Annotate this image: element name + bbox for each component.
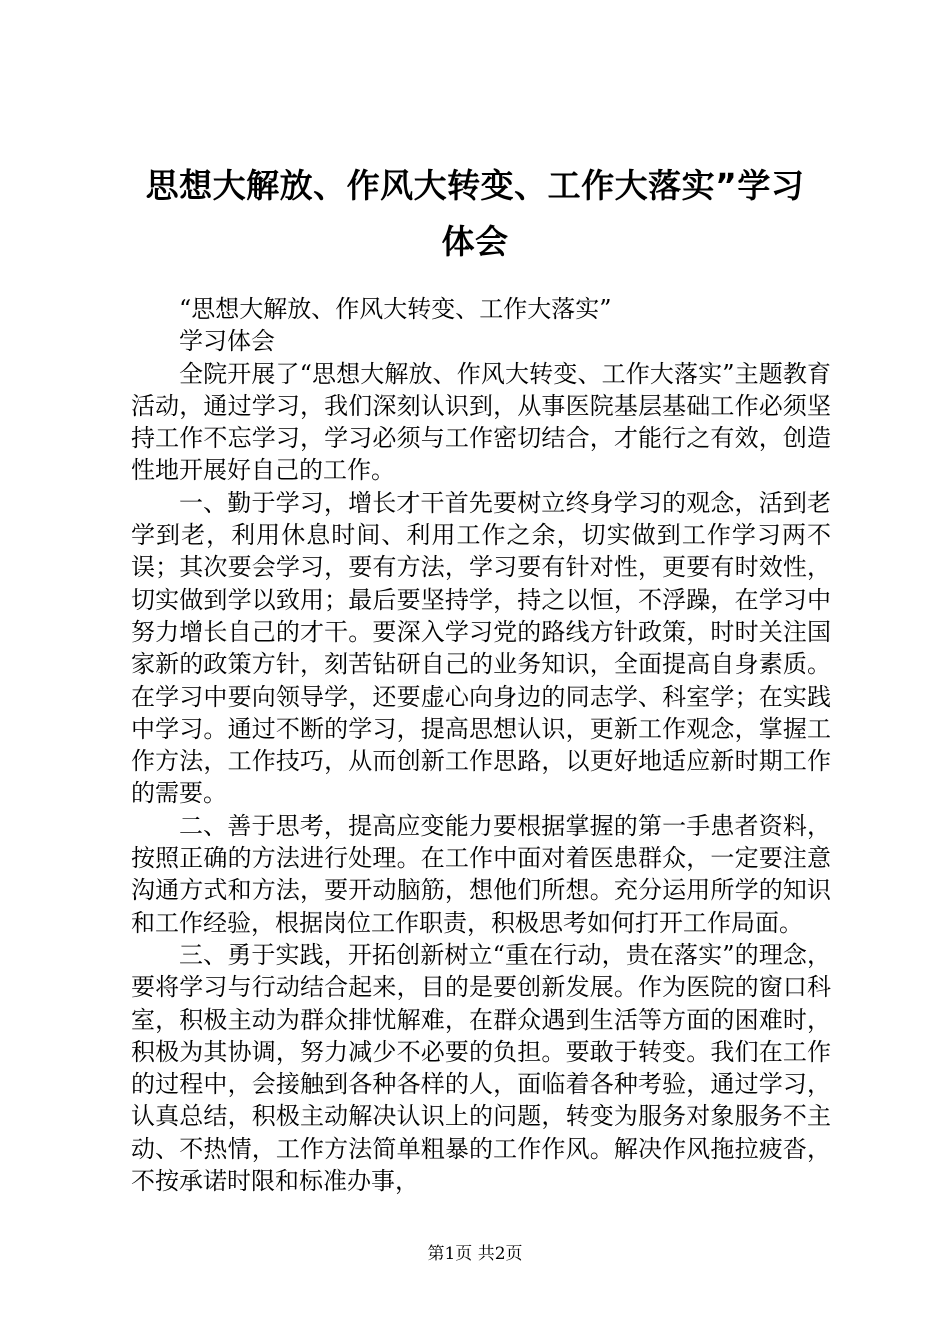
title-line-2: 体会 [441, 222, 509, 261]
paragraph-intro: 全院开展了“思想大解放、作风大转变、工作大落实”主题教育活动，通过学习，我们深刻认识到，从事医院基层基础工作必须坚持工作不忘学习，学习必须与工作密切结合，才能行之有效，创造性地开展好自己的工作。 [131, 359, 831, 485]
subtitle-line-1: “思想大解放、作风大转变、工作大落实” [179, 295, 612, 323]
paragraph-section-2: 二、善于思考，提高应变能力要根据掌握的第一手患者资料，按照正确的方法进行处理。在工作中面对着医患群众，一定要注意沟通方式和方法，要开动脑筋，想他们所想。充分运用所学的知识和工作经验，根据岗位工作职责，积极思考如何打开工作局面。 [131, 811, 831, 937]
document-body [131, 293, 831, 1197]
subtitle-line-2: 学习体会 [179, 327, 275, 356]
document-title [120, 158, 830, 270]
paragraph-section-1: 一、勤于学习，增长才干首先要树立终身学习的观念，活到老学到老，利用休息时间、利用工作之余，切实做到工作学习两不误；其次要会学习，要有方法，学习要有针对性，更要有时效性，切实做到学以致用；最后要坚持学，持之以恒，不浮躁，在学习中努力增长自己的才干。要深入学习党的路线方针政策，时时关注国家新的政策方针，刻苦钻研自己的业务知识，全面提高自身素质。在学习中要向领导学，还要虚心向身边的同志学、科室学；在实践中学习。通过不断的学习，提高思想认识，更新工作观念，掌握工作方法，工作技巧，从而创新工作思路，以更好地适应新时期工作的需要。 [131, 488, 831, 808]
paragraph-section-3: 三、勇于实践，开拓创新树立“重在行动，贵在落实”的理念，要将学习与行动结合起来，目的是要创新发展。作为医院的窗口科室，积极主动为群众排忧解难，在群众遇到生活等方面的困难时，积极为其协调，努力减少不必要的负担。要敢于转变。我们在工作的过程中，会接触到各种各样的人，面临着各种考验，通过学习，认真总结，积极主动解决认识上的问题，转变为服务对象服务不主动、不热情，工作方法简单粗暴的工作作风。解决作风拖拉疲沓，不按承诺时限和标准办事， [131, 940, 831, 1196]
title-line-1: 思想大解放、作风大转变、工作大落实”学习 [145, 166, 805, 205]
page-footer: 第1页 共2页 [427, 1244, 523, 1264]
